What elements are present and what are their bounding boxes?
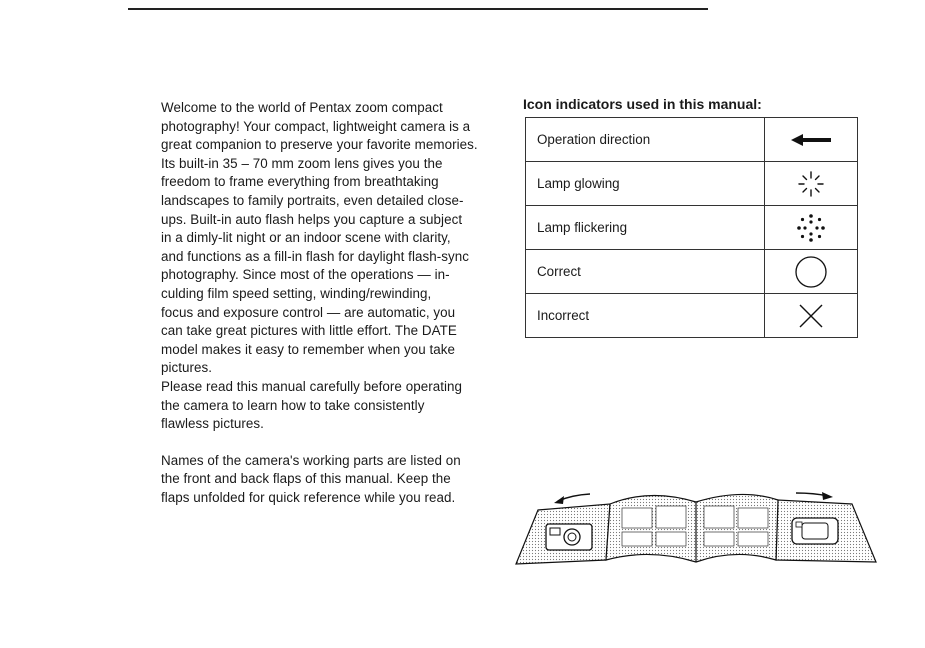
icon-legend-table bbox=[525, 117, 858, 338]
intro-text bbox=[161, 99, 506, 507]
icons-section-title: Icon indicators used in this manual: bbox=[523, 96, 762, 112]
arrow-right-icon bbox=[796, 492, 833, 500]
intro-line: freedom to frame everything from breathtaking bbox=[161, 174, 439, 190]
intro-line: ups. Built-in auto flash helps you capture a subject bbox=[161, 211, 463, 227]
intro-line: landscapes to family portraits, even detailed close- bbox=[161, 192, 464, 208]
intro-paragraph bbox=[161, 99, 506, 434]
intro-line: photography! Your compact, lightweight camera is a bbox=[161, 118, 471, 134]
lamp-flickering-icon bbox=[795, 212, 827, 244]
intro-line: pictures. bbox=[161, 360, 213, 376]
camera-front-icon bbox=[546, 524, 592, 550]
table-row bbox=[526, 294, 858, 338]
table-row bbox=[526, 118, 858, 162]
arrow-left-icon bbox=[554, 494, 590, 504]
intro-line: and functions as a fill-in flash for daylight flash-sync bbox=[161, 248, 469, 264]
table-row bbox=[526, 206, 858, 250]
intro-line: photography. Since most of the operations — in- bbox=[161, 267, 450, 283]
intro-line: Welcome to the world of Pentax zoom compact bbox=[161, 100, 443, 115]
intro-line: focus and exposure control — are automatic, you bbox=[161, 304, 456, 320]
intro-line: model makes it easy to remember when you take bbox=[161, 341, 455, 357]
intro-line: in a dimly-lit night or an indoor scene with clarity, bbox=[161, 230, 451, 246]
row-label: Lamp glowing bbox=[526, 162, 765, 206]
cross-icon bbox=[797, 302, 825, 330]
flaps-line: Names of the camera's working parts are listed on bbox=[161, 452, 461, 468]
intro-line: Its built-in 35 – 70 mm zoom lens gives you the bbox=[161, 155, 443, 171]
flaps-line: flaps unfolded for quick reference while you read. bbox=[161, 489, 456, 505]
top-rule bbox=[128, 8, 708, 10]
arrow-left-icon bbox=[789, 133, 833, 147]
row-label: Lamp flickering bbox=[526, 206, 765, 250]
flaps-paragraph bbox=[161, 452, 506, 508]
table-row bbox=[526, 250, 858, 294]
row-label: Incorrect bbox=[526, 294, 765, 338]
intro-line: great companion to preserve your favorite memories. bbox=[161, 137, 478, 153]
intro-line: the camera to learn how to take consistently bbox=[161, 397, 425, 413]
camera-back-icon bbox=[792, 518, 838, 544]
flaps-line: the front and back flaps of this manual. Keep the bbox=[161, 471, 451, 487]
manual-flaps-illustration bbox=[510, 480, 882, 572]
row-label: Operation direction bbox=[526, 118, 765, 162]
intro-line: can take great pictures with little effort. The DATE bbox=[161, 323, 457, 339]
intro-line: Please read this manual carefully before operating bbox=[161, 378, 462, 394]
table-row bbox=[526, 162, 858, 206]
intro-line: flawless pictures. bbox=[161, 416, 264, 432]
row-label: Correct bbox=[526, 250, 765, 294]
intro-line: culding film speed setting, winding/rewinding, bbox=[161, 285, 432, 301]
circle-icon bbox=[794, 255, 828, 289]
lamp-glowing-icon bbox=[796, 169, 826, 199]
